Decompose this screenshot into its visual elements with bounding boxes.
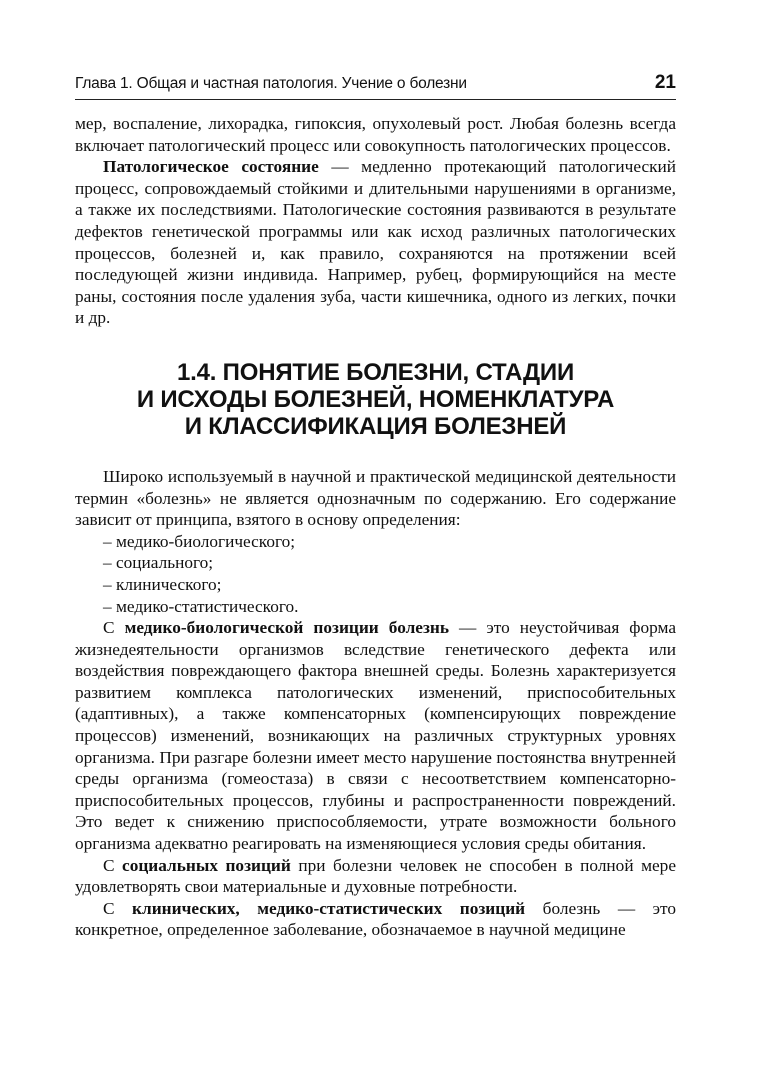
paragraph-text: при болезни человек не способен в полной мере удовлетворять свои материальные и духовные потребности. <box>75 855 676 897</box>
page-body <box>75 113 676 941</box>
term-clinical: клинических, медико-статистических позиций <box>132 898 526 918</box>
paragraph-biomedical <box>75 617 676 855</box>
list-item: – медико-биологического; <box>103 531 296 551</box>
paragraph-lead: С <box>103 618 125 638</box>
paragraph-disease-term: Широко используемый в научной и практической медицинской деятельности термин «болезнь» не является однозначным по содержанию. Его содержание зависит от принципа, взятого в основу определения: <box>75 466 676 530</box>
list-item: – социального; <box>103 553 214 573</box>
term-social: социальных позиций <box>122 855 291 875</box>
paragraph-clinical <box>75 898 676 941</box>
section-heading-line: И КЛАССИФИКАЦИЯ БОЛЕЗНЕЙ <box>184 412 567 440</box>
paragraph-lead: С <box>103 855 123 875</box>
list-item: – медико-статистического. <box>103 596 299 616</box>
paragraph-pathological-state <box>75 156 676 329</box>
section-heading-line: И ИСХОДЫ БОЛЕЗНЕЙ, НОМЕНКЛАТУРА <box>136 385 615 413</box>
page-number: 21 <box>654 72 676 93</box>
paragraph-text: — медленно протекающий патологический процесс, сопровождаемый стойкими и длительными нарушениями в организме, а также их последствиями. Патологические состояния развиваются в результате дефектов генетической программы или как исход различных патологических процессов, болезней и, как правило, сохраняются на протяжении всей последующей жизни индивида. Например, рубец, формирующийся на месте раны, состояния после удаления зуба, части кишечника, одного из легких, почки и др. <box>75 157 677 328</box>
section-heading <box>75 359 676 440</box>
running-title: Глава 1. Общая и частная патология. Учение о болезни <box>75 75 467 92</box>
page-header <box>75 72 676 94</box>
paragraph-lead: С <box>103 898 133 918</box>
section-heading-line: 1.4. ПОНЯТИЕ БОЛЕЗНИ, СТАДИИ <box>176 358 574 386</box>
paragraph-text: — это неустойчивая форма жизнедеятельности организмов вследствие генетического дефекта или воздействия повреждающего фактора внешней среды. Болезнь характеризуется развитием комплекса патологических изменений, приспособительных (адаптивных), а также компенсаторных (компенсирующих повреждение процессов) изменений, возникающих на различных структурных уровнях организма. При разгаре болезни имеет место нарушение постоянства внутренней среды организма (гомеостаза) в связи с несоответствием компенсаторно-приспособительных процессов, глубины и распространенности повреждений. Это ведет к снижению приспособляемости, утрате возможности больного организма адекватно реагировать на изменяющиеся условия среды обитания. <box>75 618 676 854</box>
term-biomedical: медико-биологической позиции болезнь <box>124 618 450 638</box>
header-rule <box>75 99 676 100</box>
paragraph-social <box>75 855 676 898</box>
term-pathological-state: Патологическое состояние <box>103 157 319 177</box>
paragraph-text: болезнь — это конкретное, определенное заболевание, обозначаемое в научной медицине <box>75 898 676 940</box>
principles-list <box>75 531 676 617</box>
paragraph-continuation: мер, воспаление, лихорадка, гипоксия, опухолевый рост. Любая болезнь всегда включает патологический процесс или совокупность патологических процессов. <box>75 114 676 155</box>
list-item: – клинического; <box>103 574 222 594</box>
